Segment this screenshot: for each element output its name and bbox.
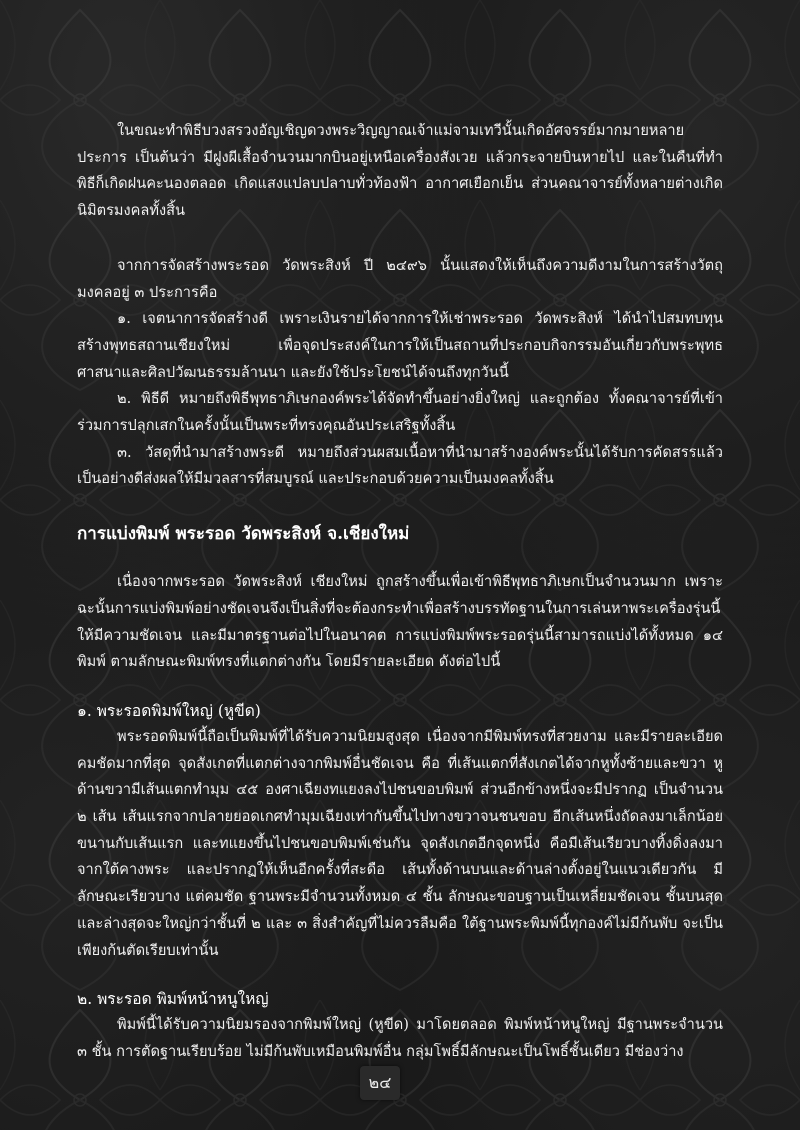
paragraph-three-merits-intro: จากการจัดสร้างพระรอด วัดพระสิงห์ ปี ๒๔๙๖ นั้นแสดงให้เห็นถึงความดีงามในการสร้างวัตถุมงคลอยู่ ๓ ประการคือ: [77, 256, 723, 301]
paragraph-merit-2: ๒. พิธีดี หมายถึงพิธีพุทธาภิเษกองค์พระได้จัดทำขึ้นอย่างยิ่งใหญ่ และถูกต้อง ทั้งคณาจารย์ที่เข้าร่วมการปลุกเสกในครั้งนั้นเป็นพระที่ทรงคุณอันประเสริฐทั้งสิ้น: [77, 390, 723, 435]
paragraph-merit-3: ๓. วัสดุที่นำมาสร้างพระดี หมายถึงส่วนผสมเนื้อหาที่นำมาสร้างองค์พระนั้นได้รับการคัดสรรแล้วเป็นอย่างดีส่งผลให้มีมวลสารที่สมบูรณ์ และประกอบด้วยความเป็นมงคลทั้งสิ้น: [77, 443, 723, 488]
document-body: [77, 118, 723, 1066]
paragraph-mold-1: พระรอดพิมพ์นี้ถือเป็นพิมพ์ที่ได้รับความนิยมสูงสุด เนื่องจากมีพิมพ์ทรงที่สวยงาม และมีรายละเอียดคมชัดมากที่สุด จุดสังเกตที่แตกต่างจากพิมพ์อื่นชัดเจน คือ ที่เส้นแตกที่สังเกตได้จากหูทั้งซ้ายและขวา หูด้านขวามีเส้นแตกทำมุม ๔๕ องศาเฉียงทแยงลงไปชนขอบพิมพ์ ส่วนอีกข้างหนึ่งจะมีปรากฏ เป็นจำนวน ๒ เส้น เส้นแรกจากปลายยอดเกศทำมุมเฉียงเท่ากันขึ้นไปทางขวาจนชนขอบ อีกเส้นหนึ่งถัดลงมาเล็กน้อย ขนานกับเส้นแรก และทแยงขึ้นไปชนขอบพิมพ์เช่นกัน จุดสังเกตอีกจุดหนึ่ง คือมีเส้นเรียวบางทิ้งดิ่งลงมาจากใต้คางพระ และปรากฏให้เห็นอีกครั้งที่สะดือ เส้นทั้งด้านบนและด้านล่างตั้งอยู่ในแนวเดียวกัน มีลักษณะเรียวบาง แต่คมชัด ฐานพระมีจำนวนทั้งหมด ๔ ชั้น ลักษณะขอบฐานเป็นเหลี่ยมชัดเจน ชั้นบนสุด และล่างสุดจะใหญ่กว่าชั้นที่ ๒ และ ๓ สิ่งสำคัญที่ไม่ควรลืมคือ ใต้ฐานพระพิมพ์นี้ทุกองค์ไม่มีก้นพับ จะเป็นเพียงก้นตัดเรียบเท่านั้น: [77, 727, 723, 959]
paragraph-ceremony: ในขณะทำพิธีบวงสรวงอัญเชิญดวงพระวิญญาณเจ้าแม่จามเทวีนั้นเกิดอัศจรรย์มากมายหลายประการ เป็นต้นว่า มีฝูงผีเสื้อจำนวนมากบินอยู่เหนือเครื่องสังเวย แล้วกระจายบินหายไป และในคืนที่ทำพิธีก็เกิดฝนคะนองตลอด เกิดแสงแปลบปลาบทั่วท้องฟ้า อากาศเยือกเย็น ส่วนคณาจารย์ทั้งหลายต่างเกิดนิมิตรมงคลทั้งสิ้น: [77, 122, 723, 220]
paragraph-mold-2: พิมพ์นี้ได้รับความนิยมรองจากพิมพ์ใหญ่ (หูขีด) มาโดยตลอด พิมพ์หน้าหนูใหญ่ มีฐานพระจำนวน ๓ ชั้น การตัดฐานเรียบร้อย ไม่มีก้นพับเหมือนพิมพ์อื่น กลุ่มโพธิ์มีลักษณะเป็นโพธิ์ชั้นเดียว มีช่องว่าง: [77, 1016, 723, 1060]
subheading-mold-1: ๑. พระรอดพิมพ์ใหญ่ (หูขีด): [77, 701, 261, 720]
subheading-mold-2: ๒. พระรอด พิมพ์หน้าหนูใหญ่: [77, 990, 269, 1009]
paragraph-classification-intro: เนื่องจากพระรอด วัดพระสิงห์ เชียงใหม่ ถูกสร้างขึ้นเพื่อเข้าพิธีพุทธาภิเษกเป็นจำนวนมาก เพราะฉะนั้นการแบ่งพิมพ์อย่างชัดเจนจึงเป็นสิ่งที่จะต้องกระทำเพื่อสร้างบรรทัดฐานในการเล่นหาพระเครื่องรุ่นนี้ ให้มีความชัดเจน และมีมาตรฐานต่อไปในอนาคต การแบ่งพิมพ์พระรอดรุ่นนี้สามารถแบ่งได้ทั้งหมด ๑๔ พิมพ์ ตามลักษณะพิมพ์ทรงที่แตกต่างกัน โดยมีรายละเอียด ดังต่อไปนี้: [77, 573, 723, 671]
page-number: ๒๔: [360, 1066, 400, 1100]
section-heading: การแบ่งพิมพ์ พระรอด วัดพระสิงห์ จ.เชียงใหม่: [77, 524, 410, 545]
paragraph-merit-1: ๑. เจตนาการจัดสร้างดี เพราะเงินรายได้จากการให้เช่าพระรอด วัดพระสิงห์ ได้นำไปสมทบทุนสร้างพุทธสถานเชียงใหม่ เพื่อจุดประสงค์ในการให้เป็นสถานที่ประกอบกิจกรรมอันเกี่ยวกับพระพุทธศาสนาและศิลปวัฒนธรรมล้านนา และยังใช้ประโยชน์ได้จนถึงทุกวันนี้: [77, 310, 723, 381]
